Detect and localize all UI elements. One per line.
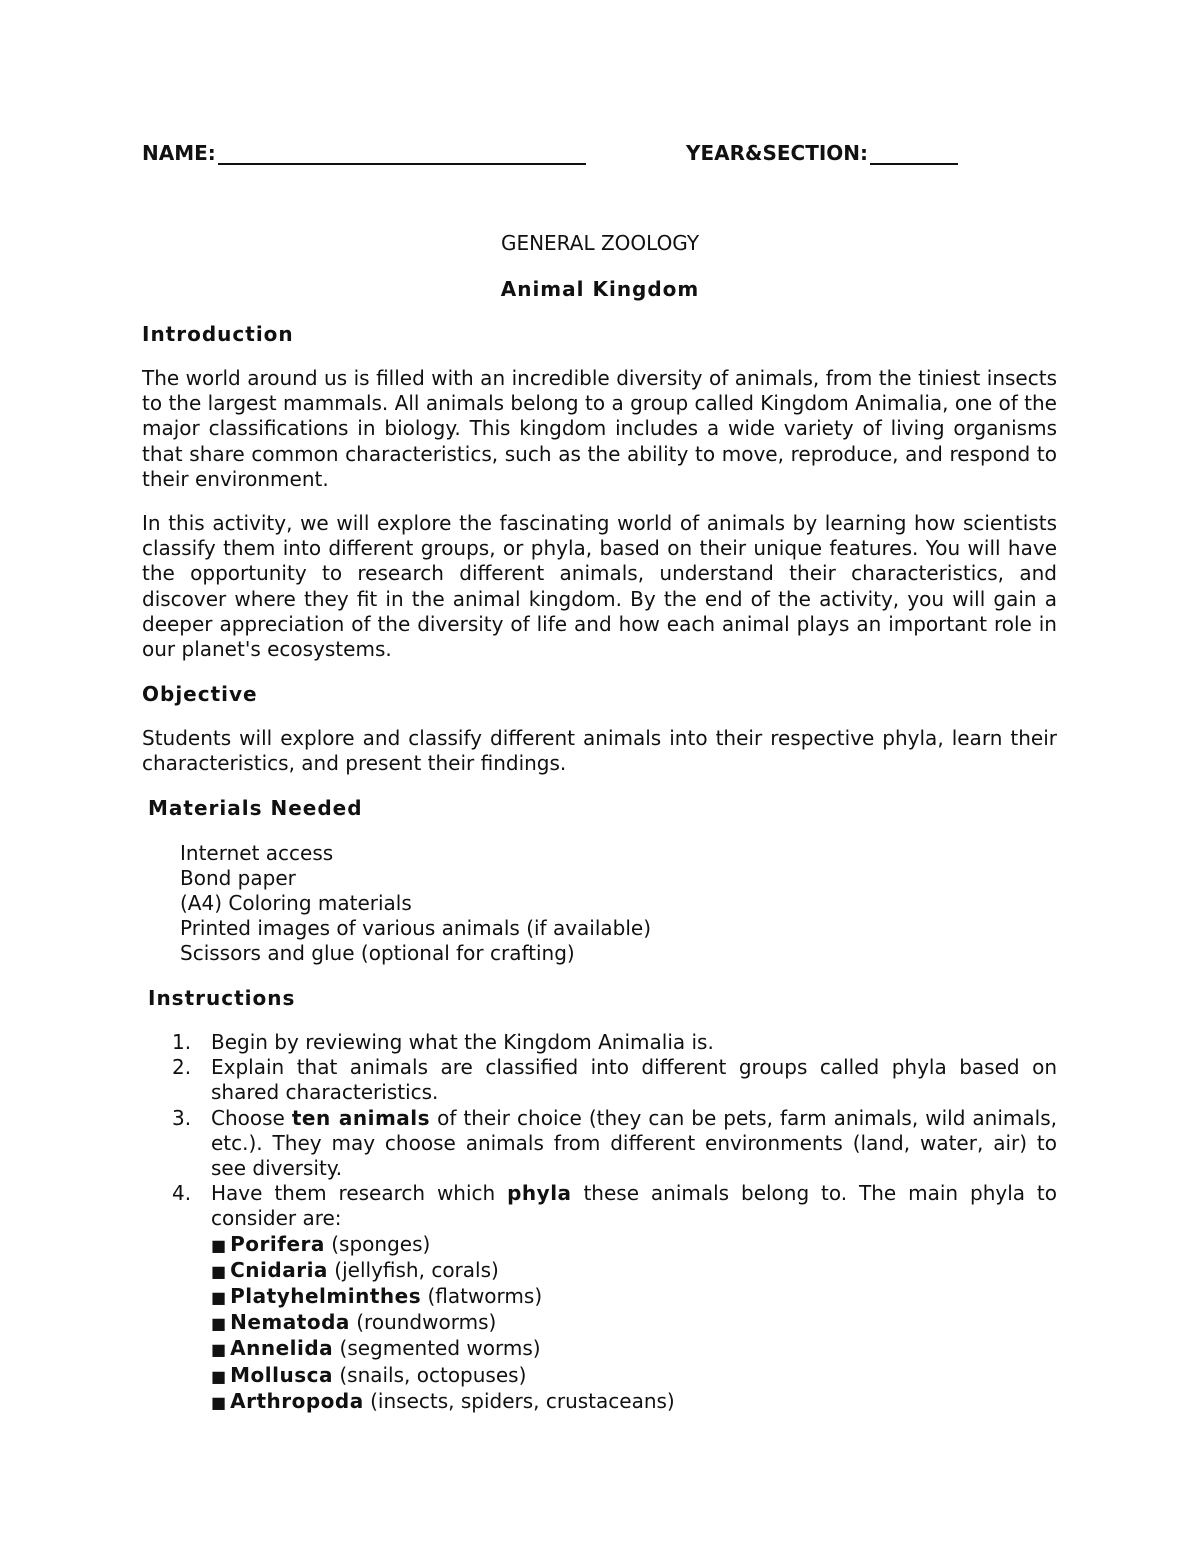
phylum-item (211, 1389, 1057, 1415)
step-text-post: of their choice (they can be pets, farm animals, wild animals, etc.). They may choose animals from different environments (land, water, air) to see diversity. (211, 1105, 1057, 1181)
document-title: GENERAL ZOOLOGY (500, 231, 700, 255)
materials-item: Internet access (180, 841, 334, 865)
name-label: NAME: (142, 141, 216, 165)
phylum-item (211, 1336, 1057, 1362)
square-bullet-icon: ■ (211, 1366, 227, 1386)
step-text-pre: Choose (211, 1105, 292, 1130)
phylum-description: (sponges) (324, 1231, 431, 1256)
introduction-heading: Introduction (142, 322, 294, 346)
phylum-item (211, 1258, 1057, 1284)
step-text-pre: Have them research which (211, 1181, 508, 1206)
phylum-item (211, 1284, 1057, 1310)
phylum-description: (snails, octopuses) (332, 1362, 527, 1387)
phylum-name: Porifera (230, 1231, 325, 1256)
phylum-name: Arthropoda (230, 1388, 364, 1413)
square-bullet-icon: ■ (211, 1314, 227, 1334)
instructions-list (172, 1030, 1057, 1415)
instruction-step (172, 1106, 1057, 1182)
step-text: Begin by reviewing what the Kingdom Animalia is. (211, 1030, 714, 1054)
instruction-step (172, 1055, 1057, 1105)
phylum-item (211, 1232, 1057, 1258)
phylum-description: (insects, spiders, crustaceans) (363, 1388, 675, 1413)
square-bullet-icon: ■ (211, 1392, 227, 1412)
instruction-step (172, 1181, 1057, 1415)
materials-item: Bond paper (180, 866, 296, 890)
phylum-description: (flatworms) (421, 1284, 543, 1309)
square-bullet-icon: ■ (211, 1235, 227, 1255)
phylum-name: Mollusca (230, 1362, 333, 1387)
square-bullet-icon: ■ (211, 1261, 227, 1281)
step-text-bold: ten animals (291, 1105, 431, 1130)
phylum-name: Annelida (230, 1336, 334, 1361)
step-number: 2. (172, 1055, 192, 1080)
step-number: 1. (172, 1030, 192, 1054)
materials-list (180, 841, 651, 966)
phylum-item (211, 1310, 1057, 1336)
materials-item: Scissors and glue (optional for crafting) (180, 941, 575, 965)
name-field[interactable] (142, 141, 586, 165)
materials-item: Printed images of various animals (if available) (180, 916, 652, 940)
year-section-field[interactable] (686, 141, 958, 165)
document-subtitle: Animal Kingdom (500, 277, 700, 301)
square-bullet-icon: ■ (211, 1340, 227, 1360)
year-section-label: YEAR&SECTION: (686, 141, 869, 165)
objective-text: Students will explore and classify different animals into their respective phyla, learn their characteristics, and present their findings. (142, 726, 1057, 776)
materials-item: (A4) Coloring materials (180, 891, 412, 915)
instruction-step (172, 1030, 1057, 1055)
step-text-bold: phyla (507, 1181, 572, 1206)
introduction-paragraph-1: The world around us is filled with an incredible diversity of animals, from the tiniest insects to the largest mammals. All animals belong to a group called Kingdom Animalia, one of the major classifications in biology. This kingdom includes a wide variety of living organisms that share common characteristics, such as the ability to move, reproduce, and respond to their environment. (142, 366, 1057, 491)
phylum-name: Platyhelminthes (230, 1284, 422, 1309)
square-bullet-icon: ■ (211, 1288, 227, 1308)
phylum-name: Nematoda (230, 1310, 350, 1335)
instructions-heading: Instructions (148, 986, 296, 1010)
step-number: 4. (172, 1181, 192, 1206)
phylum-name: Cnidaria (230, 1257, 328, 1282)
step-number: 3. (172, 1105, 192, 1130)
phylum-item (211, 1363, 1057, 1389)
phylum-description: (roundworms) (349, 1310, 497, 1335)
introduction-paragraph-2: In this activity, we will explore the fascinating world of animals by learning how scientists classify them into different groups, or phyla, based on their unique features. You will have the opportunity to research different animals, understand their characteristics, and discover where they fit in the animal kingdom. By the end of the activity, you will gain a deeper appreciation of the diversity of life and how each animal plays an important role in our planet's ecosystems. (142, 511, 1057, 662)
name-blank-line[interactable] (218, 141, 586, 165)
step-text: Explain that animals are classified into different groups called phyla based on shared characteristics. (211, 1055, 1057, 1105)
phylum-description: (jellyfish, corals) (327, 1257, 499, 1282)
phyla-list (211, 1232, 1057, 1415)
objective-heading: Objective (142, 682, 258, 706)
step-text-post: these animals belong to. The main phyla to consider are: (211, 1181, 1057, 1231)
materials-heading: Materials Needed (148, 796, 363, 820)
phylum-description: (segmented worms) (333, 1336, 541, 1361)
year-section-blank-line[interactable] (870, 141, 958, 165)
